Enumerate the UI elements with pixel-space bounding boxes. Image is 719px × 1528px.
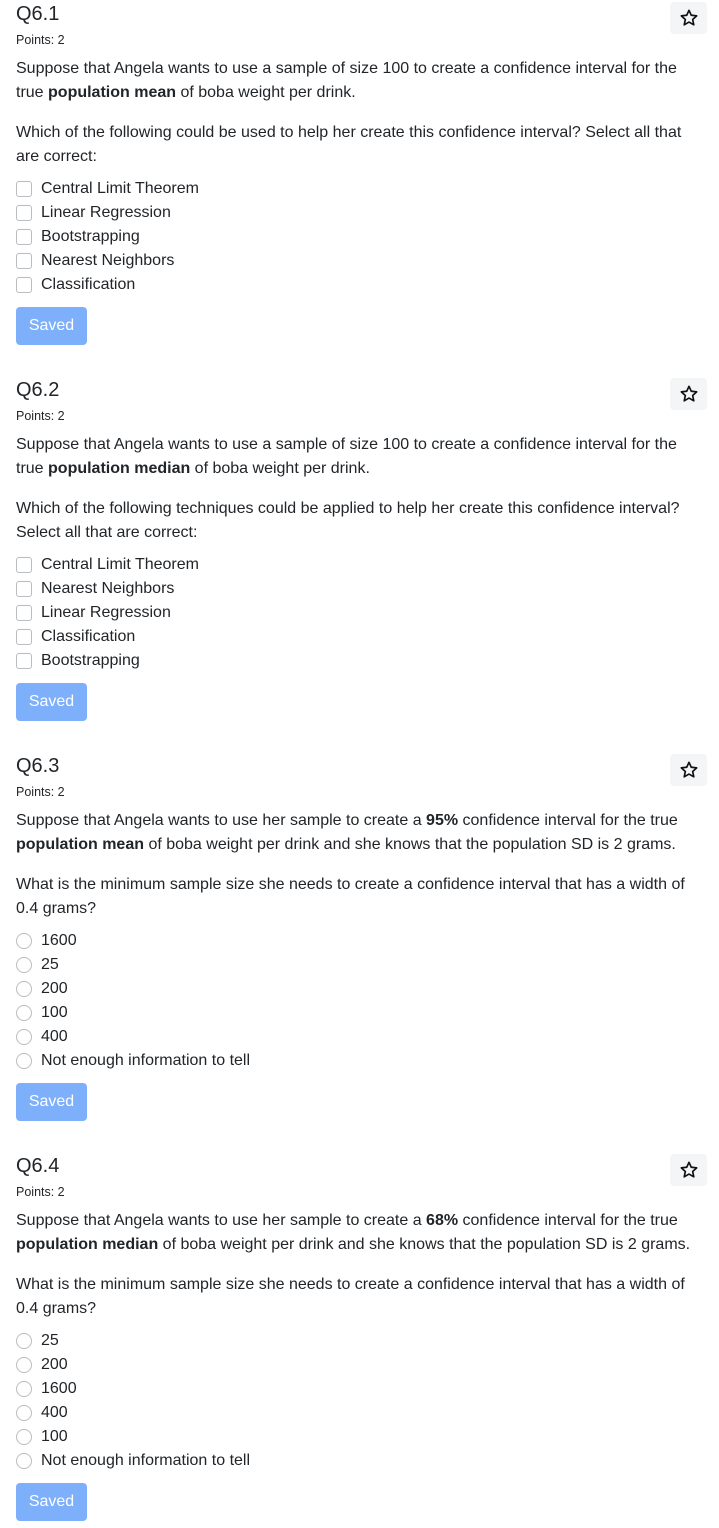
checkbox-option[interactable]: Bootstrapping (16, 225, 199, 249)
question-points: Points: 2 (16, 785, 65, 799)
checkbox-option[interactable]: Linear Regression (16, 601, 199, 625)
question-prompt: Suppose that Angela wants to use her sample to create a 68% confidence interval for the true population median of boba weight per drink and she knows that the population SD is 2 grams. (16, 1212, 691, 1253)
checkbox[interactable] (16, 277, 32, 293)
radio-option[interactable]: 100 (16, 1425, 250, 1449)
star-icon (679, 384, 699, 404)
checkbox[interactable] (16, 605, 32, 621)
question-q6-4 (16, 1154, 708, 1510)
checkbox-option[interactable]: Nearest Neighbors (16, 249, 199, 273)
answer-options (16, 1329, 250, 1473)
radio-option[interactable]: 200 (16, 1353, 250, 1377)
radio-option[interactable]: 1600 (16, 929, 250, 953)
question-instructions: What is the minimum sample size she needs to create a confidence interval that has a width of 0.4 grams? (16, 1276, 685, 1317)
question-points: Points: 2 (16, 1185, 65, 1199)
radio-button[interactable] (16, 933, 32, 949)
question-prompt: Suppose that Angela wants to use a sample of size 100 to create a confidence interval for the true population mean of boba weight per drink. (16, 60, 677, 101)
question-title: Q6.2 (16, 379, 60, 401)
checkbox[interactable] (16, 229, 32, 245)
radio-option[interactable]: 25 (16, 1329, 250, 1353)
checkbox[interactable] (16, 205, 32, 221)
star-icon (679, 8, 699, 28)
radio-button[interactable] (16, 1405, 32, 1421)
radio-option[interactable]: 25 (16, 953, 250, 977)
radio-option[interactable]: 200 (16, 977, 250, 1001)
radio-button[interactable] (16, 981, 32, 997)
bookmark-star-button[interactable] (670, 378, 707, 410)
checkbox[interactable] (16, 181, 32, 197)
saved-button[interactable]: Saved (16, 1083, 87, 1121)
checkbox-option[interactable]: Central Limit Theorem (16, 177, 199, 201)
checkbox-option[interactable]: Classification (16, 625, 199, 649)
star-icon (679, 760, 699, 780)
radio-button[interactable] (16, 1429, 32, 1445)
checkbox-option[interactable]: Bootstrapping (16, 649, 199, 673)
checkbox[interactable] (16, 557, 32, 573)
checkbox[interactable] (16, 653, 32, 669)
checkbox-option[interactable]: Classification (16, 273, 199, 297)
radio-button[interactable] (16, 957, 32, 973)
saved-button[interactable]: Saved (16, 307, 87, 345)
question-instructions: Which of the following techniques could be applied to help her create this confidence interval? Select all that are correct: (16, 500, 680, 541)
bookmark-star-button[interactable] (670, 754, 707, 786)
radio-option[interactable]: 400 (16, 1401, 250, 1425)
question-q6-3 (16, 754, 708, 1110)
radio-option[interactable]: Not enough information to tell (16, 1049, 250, 1073)
radio-option[interactable]: 400 (16, 1025, 250, 1049)
question-prompt: Suppose that Angela wants to use her sample to create a 95% confidence interval for the true population mean of boba weight per drink and she knows that the population SD is 2 grams. (16, 812, 678, 853)
radio-button[interactable] (16, 1453, 32, 1469)
radio-button[interactable] (16, 1357, 32, 1373)
radio-option[interactable]: Not enough information to tell (16, 1449, 250, 1473)
question-points: Points: 2 (16, 33, 65, 47)
question-prompt: Suppose that Angela wants to use a sample of size 100 to create a confidence interval for the true population median of boba weight per drink. (16, 436, 677, 477)
radio-button[interactable] (16, 1029, 32, 1045)
radio-option[interactable]: 100 (16, 1001, 250, 1025)
radio-button[interactable] (16, 1333, 32, 1349)
checkbox-option[interactable]: Nearest Neighbors (16, 577, 199, 601)
question-q6-2 (16, 378, 708, 710)
question-title: Q6.3 (16, 755, 60, 777)
answer-options (16, 929, 250, 1073)
checkbox[interactable] (16, 253, 32, 269)
answer-options (16, 177, 199, 297)
star-icon (679, 1160, 699, 1180)
bookmark-star-button[interactable] (670, 1154, 707, 1186)
radio-button[interactable] (16, 1005, 32, 1021)
radio-option[interactable]: 1600 (16, 1377, 250, 1401)
question-instructions: Which of the following could be used to help her create this confidence interval? Select all that are correct: (16, 124, 682, 165)
checkbox[interactable] (16, 629, 32, 645)
radio-button[interactable] (16, 1381, 32, 1397)
radio-button[interactable] (16, 1053, 32, 1069)
bookmark-star-button[interactable] (670, 2, 707, 34)
checkbox-option[interactable]: Linear Regression (16, 201, 199, 225)
question-instructions: What is the minimum sample size she needs to create a confidence interval that has a width of 0.4 grams? (16, 876, 685, 917)
question-title: Q6.1 (16, 3, 60, 25)
checkbox[interactable] (16, 581, 32, 597)
answer-options (16, 553, 199, 673)
question-points: Points: 2 (16, 409, 65, 423)
question-title: Q6.4 (16, 1155, 60, 1177)
saved-button[interactable]: Saved (16, 683, 87, 721)
checkbox-option[interactable]: Central Limit Theorem (16, 553, 199, 577)
saved-button[interactable]: Saved (16, 1483, 87, 1521)
question-q6-1 (16, 2, 708, 334)
